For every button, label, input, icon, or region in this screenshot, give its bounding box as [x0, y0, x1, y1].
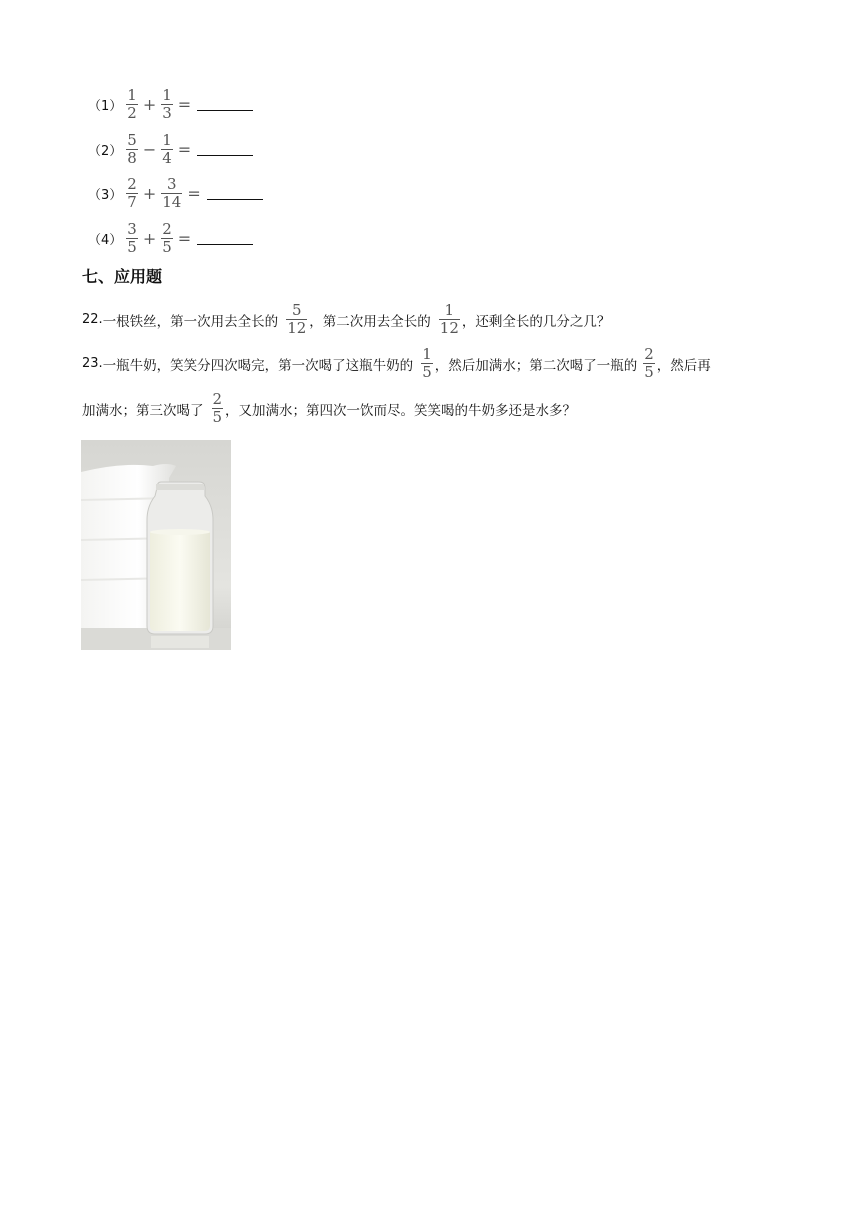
numerator: 2	[644, 345, 654, 363]
denominator: 5	[212, 408, 223, 426]
denominator: 8	[127, 149, 137, 167]
fraction	[161, 88, 173, 121]
fraction	[161, 177, 182, 210]
answer-blank[interactable]	[197, 98, 253, 111]
fraction	[161, 133, 173, 166]
numerator: 2	[127, 175, 137, 193]
fraction	[286, 303, 307, 336]
denominator: 3	[162, 104, 172, 122]
denominator: 5	[644, 363, 654, 381]
equals-sign: =	[177, 140, 192, 159]
denominator: 2	[127, 104, 137, 122]
numerator: 1	[422, 345, 432, 363]
denominator: 5	[127, 238, 137, 256]
fraction	[439, 303, 460, 336]
numerator: 2	[162, 220, 172, 238]
fraction	[212, 392, 224, 425]
denominator: 5	[162, 238, 172, 256]
question-text: ，又加满水；第四次一饮而尽。笑笑喝的牛奶多还是水多？	[225, 402, 577, 419]
equals-sign: =	[187, 184, 201, 203]
milk-bottle-photo	[81, 440, 231, 650]
question-text: 一根铁丝，第一次用去全长的	[102, 313, 279, 330]
equals-sign: =	[177, 229, 192, 248]
operator: +	[142, 229, 157, 248]
exercise-1	[88, 88, 253, 121]
equals-sign: =	[177, 95, 192, 114]
question-22	[82, 303, 610, 336]
denominator: 12	[287, 319, 307, 337]
exercise-3	[88, 177, 263, 210]
numerator: 1	[444, 301, 455, 319]
question-number: 23.	[82, 356, 103, 371]
exercise-index: （4）	[88, 233, 123, 248]
denominator: 5	[422, 363, 432, 381]
exercise-2	[88, 133, 253, 166]
denominator: 7	[127, 193, 137, 211]
numerator: 1	[162, 86, 172, 104]
denominator: 12	[439, 319, 459, 337]
fraction	[643, 347, 655, 380]
exercise-4	[88, 222, 253, 255]
exercise-index: （1）	[88, 99, 123, 114]
fraction	[126, 222, 138, 255]
fraction	[126, 133, 138, 166]
question-text: ，然后加满水；第二次喝了一瓶的	[434, 357, 638, 374]
question-23	[82, 347, 711, 380]
numerator: 3	[167, 175, 177, 193]
section-title: 七、应用题	[82, 267, 163, 286]
numerator: 5	[127, 131, 137, 149]
question-text: ，还剩全长的几分之几？	[461, 313, 611, 330]
denominator: 14	[162, 193, 182, 211]
answer-blank[interactable]	[197, 232, 253, 245]
question-text: 加满水；第三次喝了	[82, 402, 204, 419]
numerator: 1	[127, 86, 137, 104]
fraction	[126, 88, 138, 121]
operator: −	[142, 140, 157, 159]
fraction	[421, 347, 433, 380]
denominator: 4	[162, 149, 172, 167]
question-23-continued	[82, 392, 576, 425]
fraction	[126, 177, 138, 210]
fraction	[161, 222, 173, 255]
numerator: 3	[127, 220, 137, 238]
numerator: 5	[291, 301, 302, 319]
numerator: 1	[162, 131, 172, 149]
operator: +	[142, 184, 157, 203]
question-text: ，第二次用去全长的	[309, 313, 431, 330]
question-text: ，然后再	[656, 357, 711, 374]
question-text: 一瓶牛奶，笑笑分四次喝完，第一次喝了这瓶牛奶的	[102, 357, 414, 374]
numerator: 2	[212, 390, 223, 408]
answer-blank[interactable]	[207, 187, 263, 200]
operator: +	[142, 95, 157, 114]
exercise-index: （2）	[88, 144, 123, 159]
exercise-index: （3）	[88, 188, 123, 203]
question-number: 22.	[82, 312, 103, 327]
answer-blank[interactable]	[197, 143, 253, 156]
